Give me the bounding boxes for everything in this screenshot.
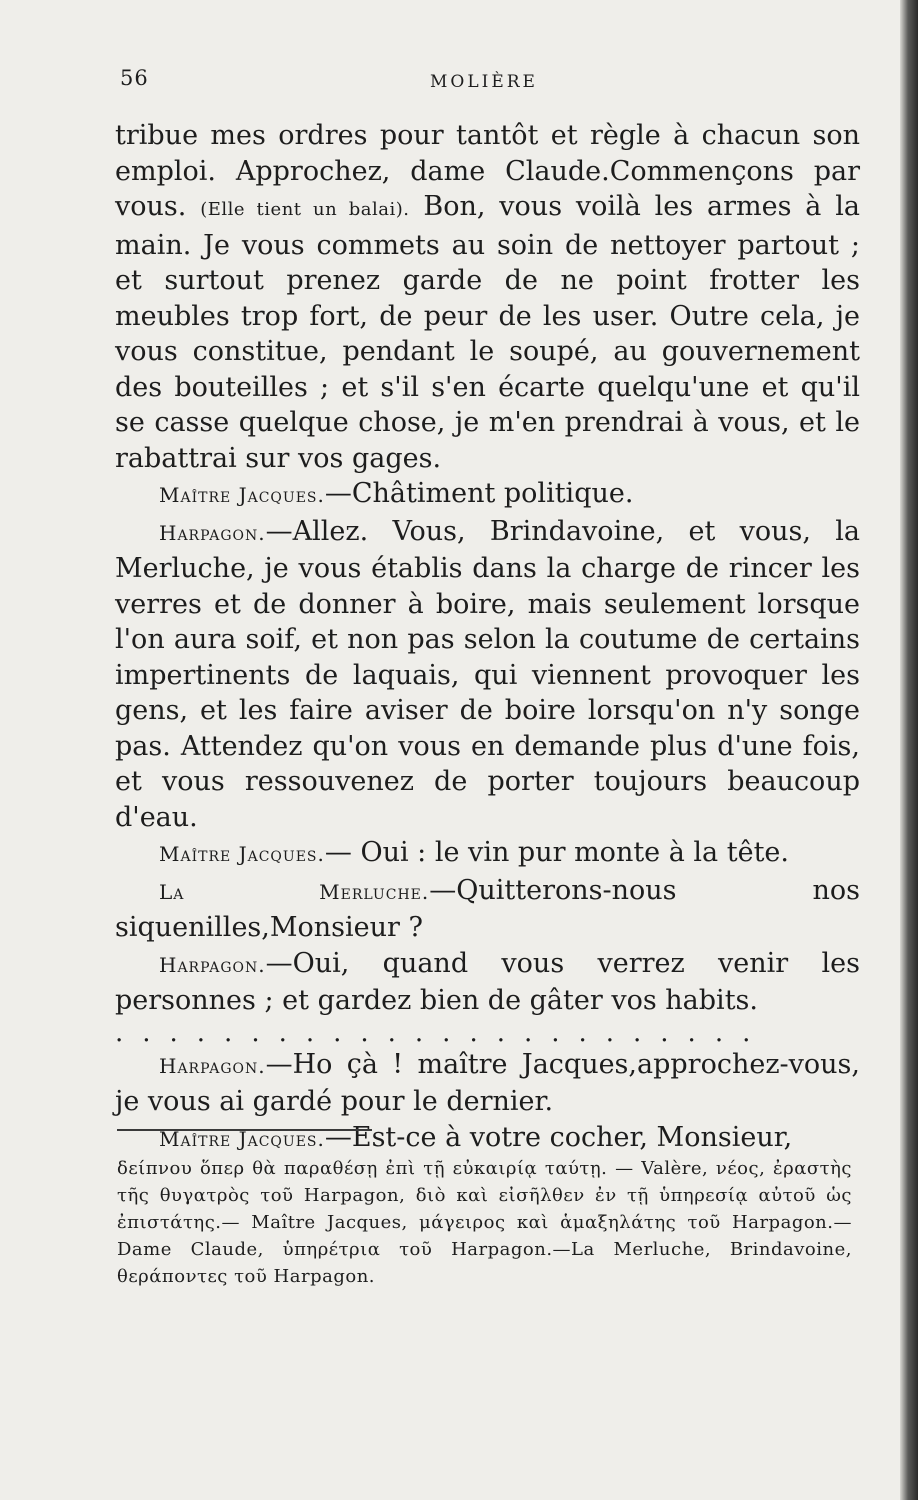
speech-maitre-jacques-3: Maître Jacques.—Est-ce à votre cocher, Monsieur, <box>159 1121 793 1153</box>
speaker-name: Maître Jacques. <box>159 842 325 866</box>
speech-maitre-jacques-2: Maître Jacques.— Oui : le vin pur monte à la tête. <box>159 837 789 868</box>
speech-harpagon-2: Harpagon.—Oui, quand vous verrez venir les personnes ; et gardez bien de gâter vos habits. <box>115 947 860 1016</box>
speech-harpagon-3: Harpagon.—Ho çà ! maître Jacques,approchez-vous, je vous ai gardé pour le dernier. <box>115 1048 860 1117</box>
speaker-name: Harpagon. <box>159 952 266 977</box>
ellipsis-separator: ........................ <box>115 1017 770 1048</box>
paragraph-continuation: tribue mes ordres pour tantôt et règle à chacun son emploi. Approchez, dame Claude.Commençons par vous. (Elle tient un balai). Bon, vous voilà les armes à la main. Je vous commets au soin de nettoyer partout ; et surtout prenez garde de ne point frotter les meubles trop fort, de peur de les user. Outre cela, je vous constitue, pendant le soupé, au gouvernement des bouteilles ; et s'il s'en écarte quelqu'une et qu'il se casse quelque chose, je m'en prendrai à vous, et le rabattrai sur vos gages. <box>115 120 861 474</box>
footnote: δείπνου ὅπερ θὰ παραθέσῃ ἐπὶ τῇ εὐκαιρίᾳ ταύτῃ. — Valère, νέος, ἐραστὴς τῆς θυγατρὸς τοῦ Harpagon, διὸ καὶ εἰσῆλθεν ἐν τῇ ὑπηρεσίᾳ αὐτοῦ ὡς ἐπιστάτης.— Maître Jacques, μάγειρος καὶ ἁμαξηλάτης τοῦ Harpagon.—Dame Claude, ὑπηρέτρια τοῦ Harpagon.—La Merluche, Brindavoine, θεράποντες τοῦ Harpagon. <box>117 1158 852 1287</box>
page-number: 56 <box>120 66 149 90</box>
speech-harpagon-1: Harpagon.—Allez. Vous, Brindavoine, et vous, la Merluche, je vous établis dans la charge de rincer les verres et de donner à boire, mais seulement lorsque l'on aura soif, et non pas selon la coutume de certains impertinents de laquais, qui viennent provoquer les gens, et les faire aviser de boire lorsqu'on n'y songe pas. Attendez qu'on vous en demande plus d'une fois, et vous ressouvenez de porter toujours beaucoup d'eau. <box>115 515 860 833</box>
main-text <box>115 118 860 1157</box>
footnote-rule <box>117 1129 372 1131</box>
speaker-name: Maître Jacques. <box>159 483 325 507</box>
page-binding-edge <box>900 0 918 1500</box>
speaker-name: La Merluche. <box>159 879 430 904</box>
speech-maitre-jacques-1: Maître Jacques.—Châtiment politique. <box>159 478 634 509</box>
speaker-name: Maître Jacques. <box>159 1126 325 1151</box>
running-head: MOLIÈRE <box>430 72 538 92</box>
speaker-name: Harpagon. <box>159 520 266 545</box>
speaker-name: Harpagon. <box>159 1053 266 1078</box>
stage-direction: (Elle tient un balai). <box>200 199 410 220</box>
speech-la-merluche: La Merluche.—Quitterons-nous nos siquenilles,Monsieur ? <box>115 874 860 943</box>
